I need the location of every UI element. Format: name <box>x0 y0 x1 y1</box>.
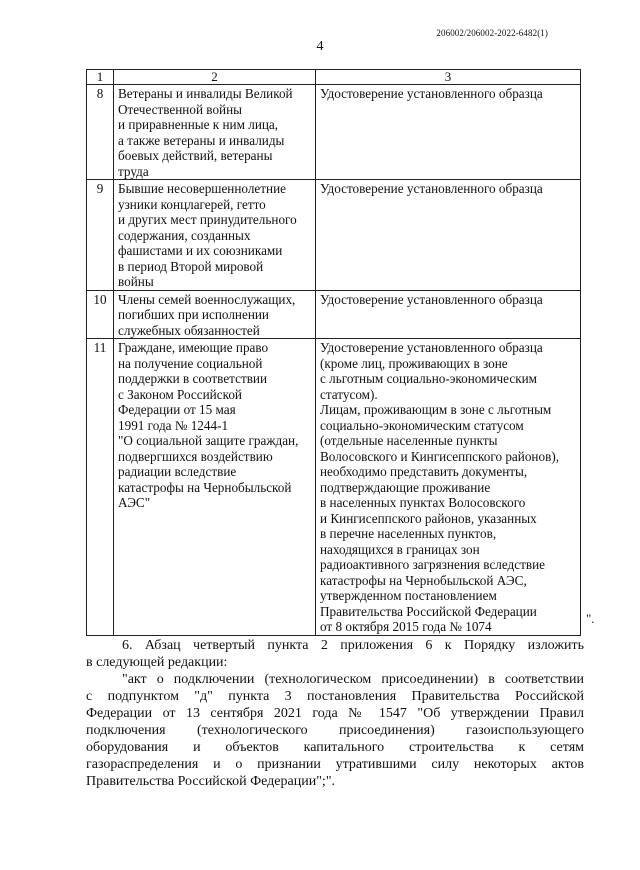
document-line: радиоактивного загрязнения вследствие <box>320 557 546 572</box>
document-line: с льготным социально-экономическим <box>320 371 538 386</box>
table-row <box>87 290 581 339</box>
documents-table <box>86 69 581 636</box>
category-line: содержания, созданных <box>118 227 251 243</box>
document-line: Удостоверение установленного образца <box>320 86 543 101</box>
category-line: Федерации от 15 мая <box>118 402 236 417</box>
document-line: Волосовского и Кингисеппского районов), <box>320 448 560 464</box>
amendment-paragraphs <box>86 637 584 790</box>
document-line: статусом). <box>320 386 378 402</box>
category-line: подвергшихся воздействию <box>118 448 273 464</box>
column-header: 2 <box>114 70 316 85</box>
category-line: 1991 года № 1244-1 <box>118 417 229 433</box>
document-code: 206002/206002-2022-6482(1) <box>436 28 548 38</box>
category-line: с Законом Российской <box>118 386 242 402</box>
category-line: в период Второй мировой <box>118 258 264 274</box>
quote-line: с подпунктом "д" пункта 3 постановления Правительства Российской <box>86 689 584 704</box>
document-line: и Кингисеппского районов, указанных <box>320 510 537 526</box>
category-line: АЭС" <box>118 495 151 510</box>
document-line: Лицам, проживающим в зоне с льготным <box>320 402 552 417</box>
document-cell <box>316 180 581 291</box>
table-header-row <box>87 70 581 85</box>
row-number: 10 <box>87 290 114 339</box>
document-line: подтверждающие проживание <box>320 479 491 495</box>
category-line: на получение социальной <box>118 355 263 371</box>
document-line: социально-экономическим статусом <box>320 417 524 433</box>
document-line: от 8 октября 2015 года № 1074 <box>320 619 492 634</box>
paragraph-line: 6. Абзац четвертый пункта 2 приложения 6 к Порядку изложить <box>122 638 584 653</box>
category-line: узники концлагерей, гетто <box>118 196 266 212</box>
document-line: (отдельные населенные пункты <box>320 433 498 448</box>
document-line: в перечне населенных пунктов, <box>320 526 497 541</box>
row-number: 9 <box>87 180 114 291</box>
document-line: необходимо представить документы, <box>320 464 528 479</box>
category-line: труда <box>118 163 149 179</box>
category-line: "О социальной защите граждан, <box>118 433 299 448</box>
category-line: Бывшие несовершеннолетние <box>118 181 287 196</box>
category-line: боевых действий, ветераны <box>118 148 273 163</box>
document-line: Удостоверение установленного образца <box>320 181 543 196</box>
quote-line: подключения (технологического присоединения) газоиспользующего <box>86 723 584 738</box>
category-line: радиации вследствие <box>118 464 237 479</box>
document-line: находящихся в границах зон <box>320 541 480 557</box>
category-line: войны <box>118 274 154 289</box>
category-cell <box>114 339 316 636</box>
quote-line: газораспределения и о признании утратившими силу некоторых актов <box>86 757 584 772</box>
document-line: Правительства Российской Федерации <box>320 603 537 619</box>
category-line: погибших при исполнении <box>118 307 269 322</box>
document-line: катастрофы на Чернобыльской АЭС, <box>320 572 527 588</box>
quote-line: оборудования и объектов капитального строительства к сетям <box>86 740 584 755</box>
row-number: 11 <box>87 339 114 636</box>
category-cell <box>114 85 316 180</box>
document-line: Удостоверение установленного образца <box>320 340 543 355</box>
table-row <box>87 339 581 636</box>
document-cell <box>316 339 581 636</box>
table-row <box>87 85 581 180</box>
column-header: 3 <box>316 70 581 85</box>
quote-line: Правительства Российской Федерации";". <box>86 774 336 789</box>
category-line: катастрофы на Чернобыльской <box>118 479 292 495</box>
table-row <box>87 180 581 291</box>
table-closing-quote: ". <box>586 611 595 626</box>
document-line: в населенных пунктах Волосовского <box>320 495 526 510</box>
category-cell <box>114 180 316 291</box>
category-line: фашистами и их союзниками <box>118 243 283 258</box>
document-line: (кроме лиц, проживающих в зоне <box>320 355 508 371</box>
category-line: Отечественной войны <box>118 101 243 117</box>
category-line: поддержки в соответствии <box>118 371 268 386</box>
document-cell <box>316 290 581 339</box>
column-header: 1 <box>87 70 114 85</box>
row-number: 8 <box>87 85 114 180</box>
category-cell <box>114 290 316 339</box>
category-line: и приравненные к ним лица, <box>118 117 279 132</box>
category-line: Граждане, имеющие право <box>118 340 269 355</box>
document-line: Удостоверение установленного образца <box>320 291 543 307</box>
paragraph-line: в следующей редакции: <box>86 655 228 670</box>
category-line: а также ветераны и инвалиды <box>118 132 285 148</box>
document-line: утвержденном постановлением <box>320 588 497 603</box>
category-line: Ветераны и инвалиды Великой <box>118 86 293 101</box>
quote-line: Федерации от 13 сентября 2021 года № 1547 "Об утверждении Правил <box>86 706 584 721</box>
category-line: Члены семей военнослужащих, <box>118 291 296 307</box>
document-cell <box>316 85 581 180</box>
category-line: служебных обязанностей <box>118 322 260 338</box>
page-number: 4 <box>316 39 324 54</box>
quote-line: "акт о подключении (технологическом присоединении) в соответствии <box>122 672 584 687</box>
category-line: и других мест принудительного <box>118 212 297 227</box>
